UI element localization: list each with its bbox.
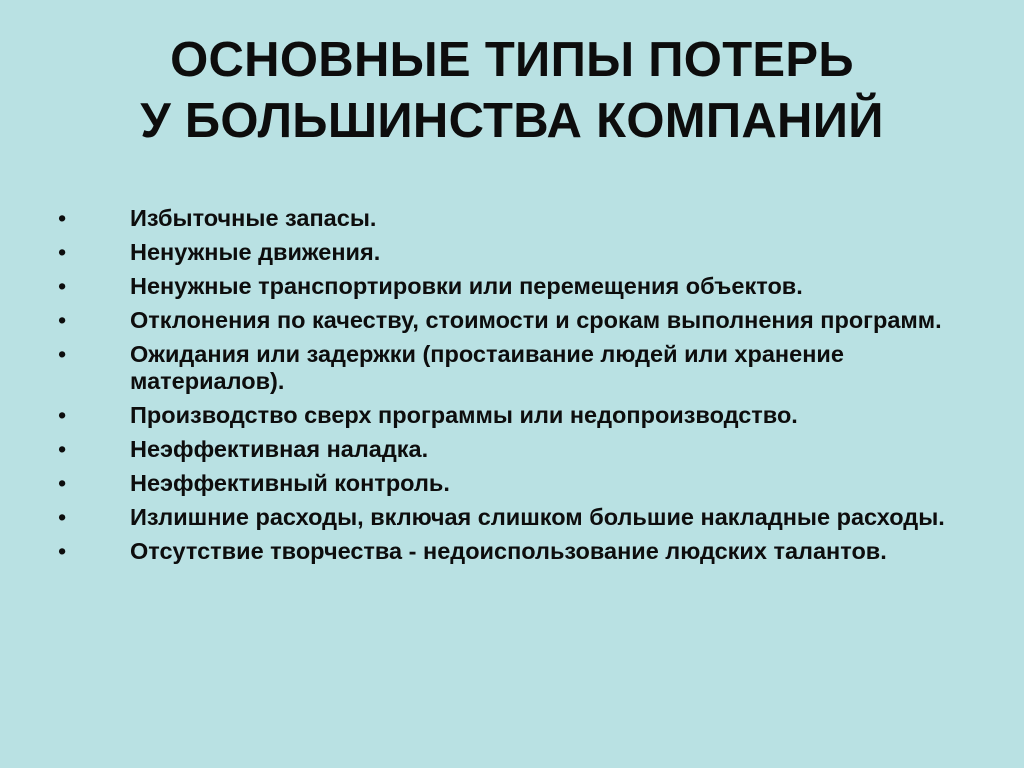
list-item-text: Ненужные движения.	[130, 239, 381, 265]
list-item	[58, 341, 988, 395]
list-item-text: Ожидания или задержки (простаивание людей или хранение материалов).	[130, 341, 844, 394]
bullet-dot-icon: •	[58, 205, 67, 231]
bullet-dot-icon: •	[58, 307, 67, 333]
bullet-dot-icon: •	[58, 273, 67, 299]
list-item	[58, 307, 988, 334]
bullet-dot-icon: •	[58, 436, 67, 462]
bullet-list	[58, 205, 988, 572]
list-item-text: Ненужные транспортировки или перемещения объектов.	[130, 273, 803, 299]
list-item-text: Избыточные запасы.	[130, 205, 377, 231]
list-item	[58, 205, 988, 232]
slide-title	[0, 30, 1024, 152]
list-item	[58, 538, 988, 565]
bullet-dot-icon: •	[58, 504, 67, 530]
list-item	[58, 470, 988, 497]
bullet-dot-icon: •	[58, 402, 67, 428]
list-item	[58, 504, 988, 531]
list-item	[58, 273, 988, 300]
bullet-dot-icon: •	[58, 470, 67, 496]
list-item-text: Отсутствие творчества - недоиспользование людских талантов.	[130, 538, 887, 564]
bullet-dot-icon: •	[58, 239, 67, 265]
slide-title-line-1: ОСНОВНЫЕ ТИПЫ ПОТЕРЬ	[170, 33, 854, 87]
list-item	[58, 239, 988, 266]
list-item-text: Излишние расходы, включая слишком большие накладные расходы.	[130, 504, 945, 530]
list-item-text: Неэффективная наладка.	[130, 436, 429, 462]
bullet-dot-icon: •	[58, 538, 67, 564]
bullet-dot-icon: •	[58, 341, 67, 367]
list-item-text: Производство сверх программы или недопроизводство.	[130, 402, 798, 428]
slide-title-line-2: У БОЛЬШИНСТВА КОМПАНИЙ	[140, 94, 884, 148]
list-item	[58, 436, 988, 463]
list-item-text: Отклонения по качеству, стоимости и срокам выполнения программ.	[130, 307, 942, 333]
list-item-text: Неэффективный контроль.	[130, 470, 450, 496]
list-item	[58, 402, 988, 429]
